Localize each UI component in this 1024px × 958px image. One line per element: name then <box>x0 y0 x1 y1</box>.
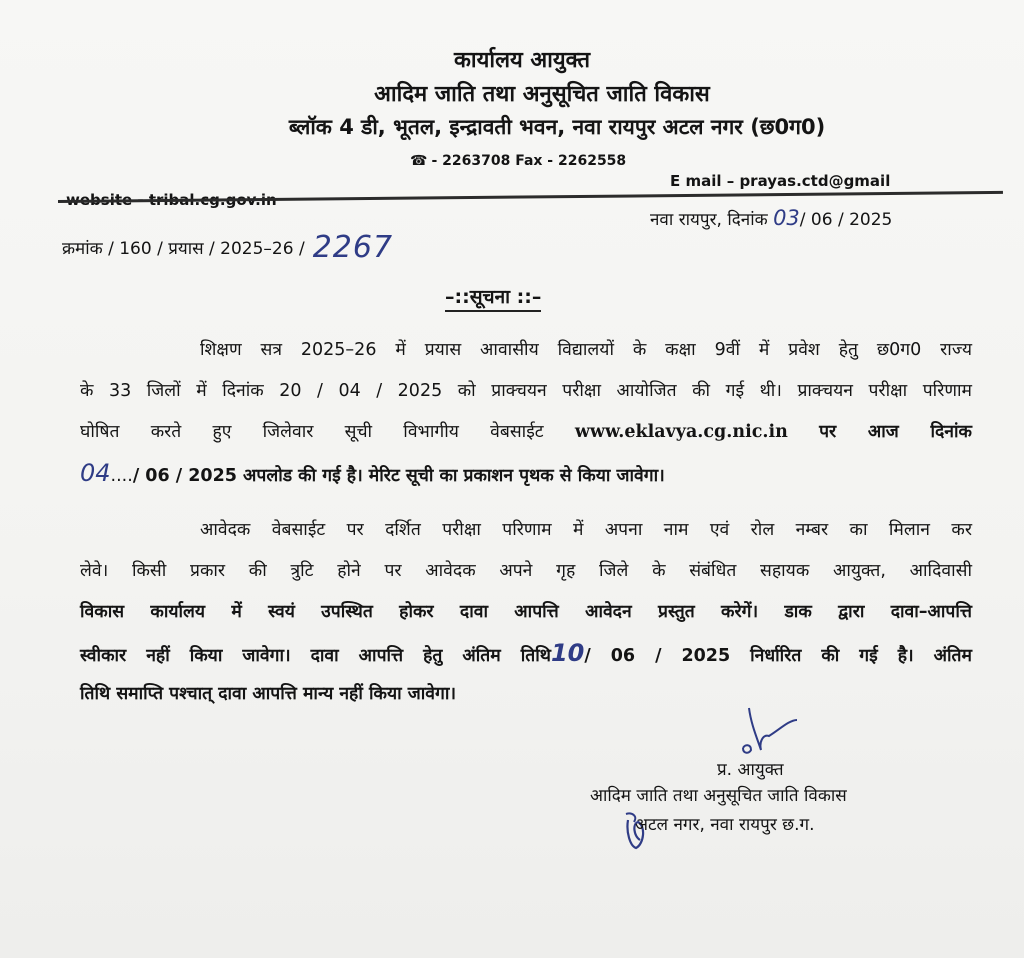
date-day-handwritten: 03 <box>773 206 800 230</box>
telephone-icon: ☎ <box>410 153 428 169</box>
office-address: ब्लॉक 4 डी, भूतल, इन्द्रावती भवन, नवा रायपुर अटल नगर (छ0ग0) <box>288 115 826 139</box>
date-line <box>650 206 892 230</box>
para2-line4-start: स्वीकार नहीं किया जावेगा। दावा आपत्ति हेतु अंतिम तिथि <box>80 646 551 666</box>
department-title: आदिम जाति तथा अनुसूचित जाति विकास <box>374 82 710 107</box>
para2-line2: लेवे। किसी प्रकार की त्रुटि होने पर आवेदक अपने गृह जिले के संबंधित सहायक आयुक्त, आदिवासी <box>80 561 973 581</box>
para2-line3: विकास कार्यालय में स्वयं उपस्थित होकर दावा आपत्ति आवेदन प्रस्तुत करेगें। डाक द्वारा दावा–आपत्ति <box>80 602 972 622</box>
signatory-title: प्र. आयुक्त <box>717 760 784 780</box>
signature-mark <box>735 690 815 760</box>
para1-line4-text: / 06 / 2025 अपलोड की गई है। मेरिट सूची का प्रकाशन पृथक से किया जावेगा। <box>132 466 665 486</box>
date-prefix: नवा रायपुर, दिनांक <box>650 210 768 230</box>
paragraph-1 <box>80 330 972 494</box>
upload-day-dots: .... <box>110 466 133 486</box>
date-rest: / 06 / 2025 <box>799 210 893 230</box>
contact-phone <box>410 153 626 169</box>
reference-prefix: क्रमांक / 160 / प्रयास / 2025–26 / <box>62 239 305 259</box>
para1-line3-text: घोषित करते हुए जिलेवार सूची विभागीय वेबसाईट <box>80 422 544 442</box>
reference-number <box>62 227 394 265</box>
para1-line1: शिक्षण सत्र 2025–26 में प्रयास आवासीय विद्यालयों के कक्षा 9वीं में प्रवेश हेतु छ0ग0 राज्य <box>200 340 972 360</box>
para2-line1: आवेदक वेबसाईट पर दर्शित परीक्षा परिणाम में अपना नाम एवं रोल नम्बर का मिलान कर <box>200 520 972 540</box>
reference-handwritten-number: 2267 <box>312 230 394 265</box>
notice-heading: –::सूचना ::– <box>445 283 541 312</box>
email-address: E mail – prayas.ctd@gmail <box>670 172 891 190</box>
eklavya-website-url: www.eklavya.cg.nic.in <box>574 422 788 442</box>
para1-line3 <box>80 412 972 453</box>
signatory-place: अटल नगर, नवा रायपुर छ.ग. <box>635 815 815 835</box>
para2-line4 <box>80 633 972 674</box>
signatory-department: आदिम जाति तथा अनुसूचित जाति विकास <box>590 786 847 806</box>
para2-line5: तिथि समाप्ति पश्चात् दावा आपत्ति मान्य नहीं किया जावेगा। <box>80 684 456 704</box>
upload-day-handwritten: 04 <box>80 459 111 487</box>
para1-line3-end: पर आज दिनांक <box>819 422 972 442</box>
phone-fax-text: - 2263708 Fax - 2262558 <box>431 153 627 169</box>
para1-line2: के 33 जिलों में दिनांक 20 / 04 / 2025 को प्राक्चयन परीक्षा आयोजित की गई थी। प्राक्चयन परीक्षा परिणाम <box>80 381 972 401</box>
claim-last-day-handwritten: 10 <box>550 639 585 667</box>
para1-line4 <box>80 453 972 494</box>
para2-line4-end: / 06 / 2025 निर्धारित की गई है। अंतिम <box>584 646 972 666</box>
paragraph-2 <box>80 510 972 715</box>
office-title: कार्यालय आयुक्त <box>454 48 590 73</box>
